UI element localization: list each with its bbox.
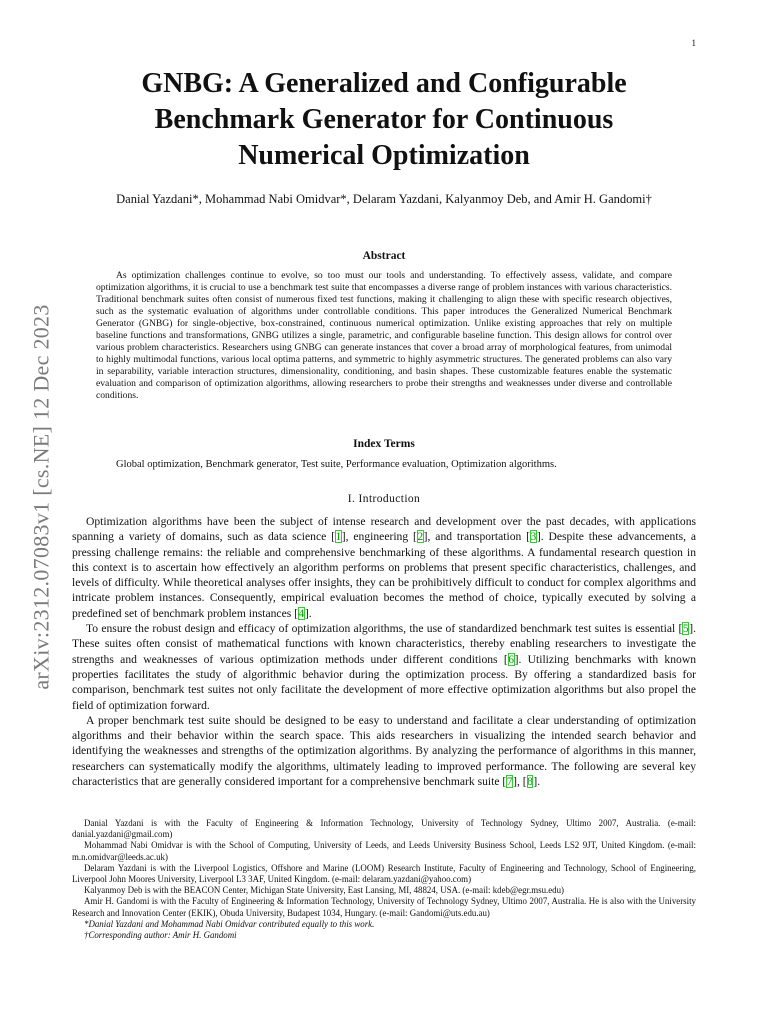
introduction-heading: I. Introduction (347, 493, 421, 505)
index-terms-heading: Index Terms (353, 438, 415, 450)
footnote: Danial Yazdani is with the Faculty of Engineering & Information Technology, University of Technology Sydney, Ultimo 2007, Australia. (e-mail: danial.yazdani@gmail.com) (72, 818, 696, 840)
intro-text-segment: , engineering (345, 530, 413, 544)
citation-link[interactable]: 4 (298, 606, 305, 620)
intro-text-segment: Optimization algorithms have been the subject of intense research and development over the past decades, with applications spanning a variety of domains, such as data science (72, 515, 696, 544)
arxiv-id-text: arXiv:2312.07083v1 [cs.NE] 12 Dec 2023 (29, 304, 55, 690)
intro-text-segment: . (537, 775, 541, 789)
citation-link[interactable]: 1 (335, 530, 342, 544)
citation-link[interactable]: 7 (506, 775, 513, 789)
index-terms-text: Global optimization, Benchmark generator, Test suite, Performance evaluation, Optimization algorithms. (116, 459, 557, 470)
citation-link[interactable]: 8 (527, 775, 533, 789)
intro-text-segment: . (308, 606, 312, 620)
intro-paragraph: Optimization algorithms have been the subject of intense research and development over the past decades, with applications spanning a variety of domains, such as data science [1], engineering [2], and transportation [3]. Despite these advancements, a pressing challenge remains: the reliable and comprehensive benchmarking of these algorithms. A fundamental research question in this context is to ascertain how effectively an algorithm performs on problems that present specific characteristics, challenges, and levels of difficulty. While theoretical analyses offer insights, they can be prohibitively difficult to conduct for complex algorithms and intricate problem instances. Consequently, empirical evaluation becomes the method of choice, typically executed by solving a predefined set of benchmark problem instances [4]. (72, 515, 696, 620)
abstract-heading: Abstract (362, 250, 406, 262)
footnote: Delaram Yazdani is with the Liverpool Logistics, Offshore and Marine (LOOM) Research Institute, Faculty of Engineering and Technology, School of Engineering, Liverpool John Moores University, Liverpool L3 3AF, United Kingdom. (e-mail: delaram.yazdani@yahoo.com) (72, 862, 696, 885)
citation-link[interactable]: 5 (682, 622, 689, 636)
introduction-body (72, 514, 696, 789)
footnote: †Corresponding author: Amir H. Gandomi (84, 930, 237, 941)
intro-paragraph: A proper benchmark test suite should be designed to be easy to understand and facilitate a clear understanding of optimization algorithms and their behavior within the search space. This aids researchers in visualizing the intended search behavior and identifying the weaknesses and strengths of the optimization algorithms. By analyzing the performance of algorithms in this manner, researchers can systematically modify the algorithms, ultimately leading to improved performance. The following are several key characteristics that are generally considered important for a comprehensive benchmark suite [7], [8]. (72, 713, 696, 789)
citation-link[interactable]: 3 (530, 530, 537, 544)
intro-text-segment: To ensure the robust design and efficacy of optimization algorithms, the use of standardized benchmark test suites is essential (86, 622, 679, 636)
footnote: Kalyanmoy Deb is with the BEACON Center, Michigan State University, East Lansing, MI, 48824, USA. (e-mail: kdeb@egr.msu.edu) (84, 885, 565, 896)
intro-text-segment: . Despite these advancements, a pressing challenge remains: the reliable and comprehensive benchmarking of these algorithms. A fundamental research question in this context is to ascertain how effectively an algorithm performs on problems that present specific characteristics, challenges, and levels of difficulty. While theoretical analyses offer insights, they can be prohibitively difficult to conduct for complex algorithms and intricate problem instances. Consequently, empirical evaluation becomes the method of choice, typically executed by solving a predefined set of benchmark problem instances (72, 530, 696, 620)
intro-text-segment: , (516, 775, 523, 789)
arxiv-side-label (24, 268, 60, 726)
intro-paragraph: To ensure the robust design and efficacy of optimization algorithms, the use of standardized benchmark test suites is essential [5]. These suites often consist of mathematical functions with known characteristics, thereby enabling researchers to investigate the strengths and weaknesses of various optimization methods under different conditions [6]. Utilizing benchmarks with known properties facilitates the study of algorithmic behavior during the optimization process. By offering a standardized basis for comparison, benchmark test suites not only facilitate the development of more effective optimization algorithms but also propel the field of optimization forward. (72, 622, 696, 712)
abstract-text: As optimization challenges continue to evolve, so too must our tools and understanding. To effectively assess, validate, and compare optimization algorithms, it is crucial to use a benchmark test suite that encompasses a diverse range of problem instances with various characteristics. Traditional benchmark suites often consist of numerous fixed test functions, making it challenging to align these with specific research objectives, such as the systematic evaluation of algorithms under controllable conditions. This paper introduces the Generalized Numerical Benchmark Generator (GNBG) for single-objective, box-constrained, continuous numerical optimization. Unlike existing approaches that rely on multiple baseline functions and transformations, GNBG utilizes a single, parametric, and configurable baseline function. This design allows for control over various problem characteristics. Researchers using GNBG can generate instances that cover a broad array of morphological features, from unimodal to highly multimodal functions, various local optima patterns, and symmetric to highly asymmetric structures. The generated problems can also vary in separability, variable interaction structures, dimensionality, conditioning, and basin shapes. These customizable features enable the systematic evaluation and comparison of optimization algorithms, allowing researchers to probe their strengths and weaknesses under diverse and controllable conditions. (96, 270, 672, 401)
citation-link[interactable]: 2 (417, 530, 424, 544)
paper-title: GNBG: A Generalized and Configurable Benchmark Generator for Continuous Numerical Optimization (141, 68, 627, 171)
intro-text-segment: . These suites often consist of mathematical functions with known characteristics, thereby enabling researchers to investigate the strengths and weaknesses of various optimization methods under different conditions (72, 622, 696, 666)
intro-text-segment: , and transportation (427, 530, 527, 544)
page-number: 1 (691, 38, 696, 48)
footnote: Amir H. Gandomi is with the Faculty of Engineering & Information Technology, University of Technology Sydney, Ultimo 2007, Australia. He is also with the University Research and Innovation Center (EKIK), Obuda University, Budapest 1034, Hungary. (e-mail: Gandomi@uts.edu.au) (72, 896, 696, 918)
intro-text-segment: A proper benchmark test suite should be designed to be easy to understand and facilitate a clear understanding of optimization algorithms and their behavior within the search space. This aids researchers in visualizing the intended search behavior and identifying the weaknesses and strengths of the optimization algorithms. By analyzing the performance of algorithms in this manner, researchers can systematically modify the algorithms, ultimately leading to improved performance. The following are several key characteristics that are generally considered important for a comprehensive benchmark suite (72, 713, 696, 789)
citation-link[interactable]: 6 (508, 652, 515, 666)
footnote: *Danial Yazdani and Mohammad Nabi Omidvar contributed equally to this work. (84, 918, 375, 929)
footnote: Mohammad Nabi Omidvar is with the School of Computing, University of Leeds, and Leeds University Business School, Leeds LS2 9JT, United Kingdom. (e-mail: m.n.omidvar@leeds.ac.uk) (72, 840, 696, 862)
footnotes (72, 818, 696, 941)
author-list: Danial Yazdani*, Mohammad Nabi Omidvar*, Delaram Yazdani, Kalyanmoy Deb, and Amir H. Gandomi† (116, 192, 652, 206)
intro-text-segment: . Utilizing benchmarks with known properties facilitates the study of algorithmic behavior during the optimization process. By offering a standardized basis for comparison, benchmark test suites not only facilitate the development of more effective optimization algorithms but also propel the field of optimization forward. (72, 652, 696, 712)
